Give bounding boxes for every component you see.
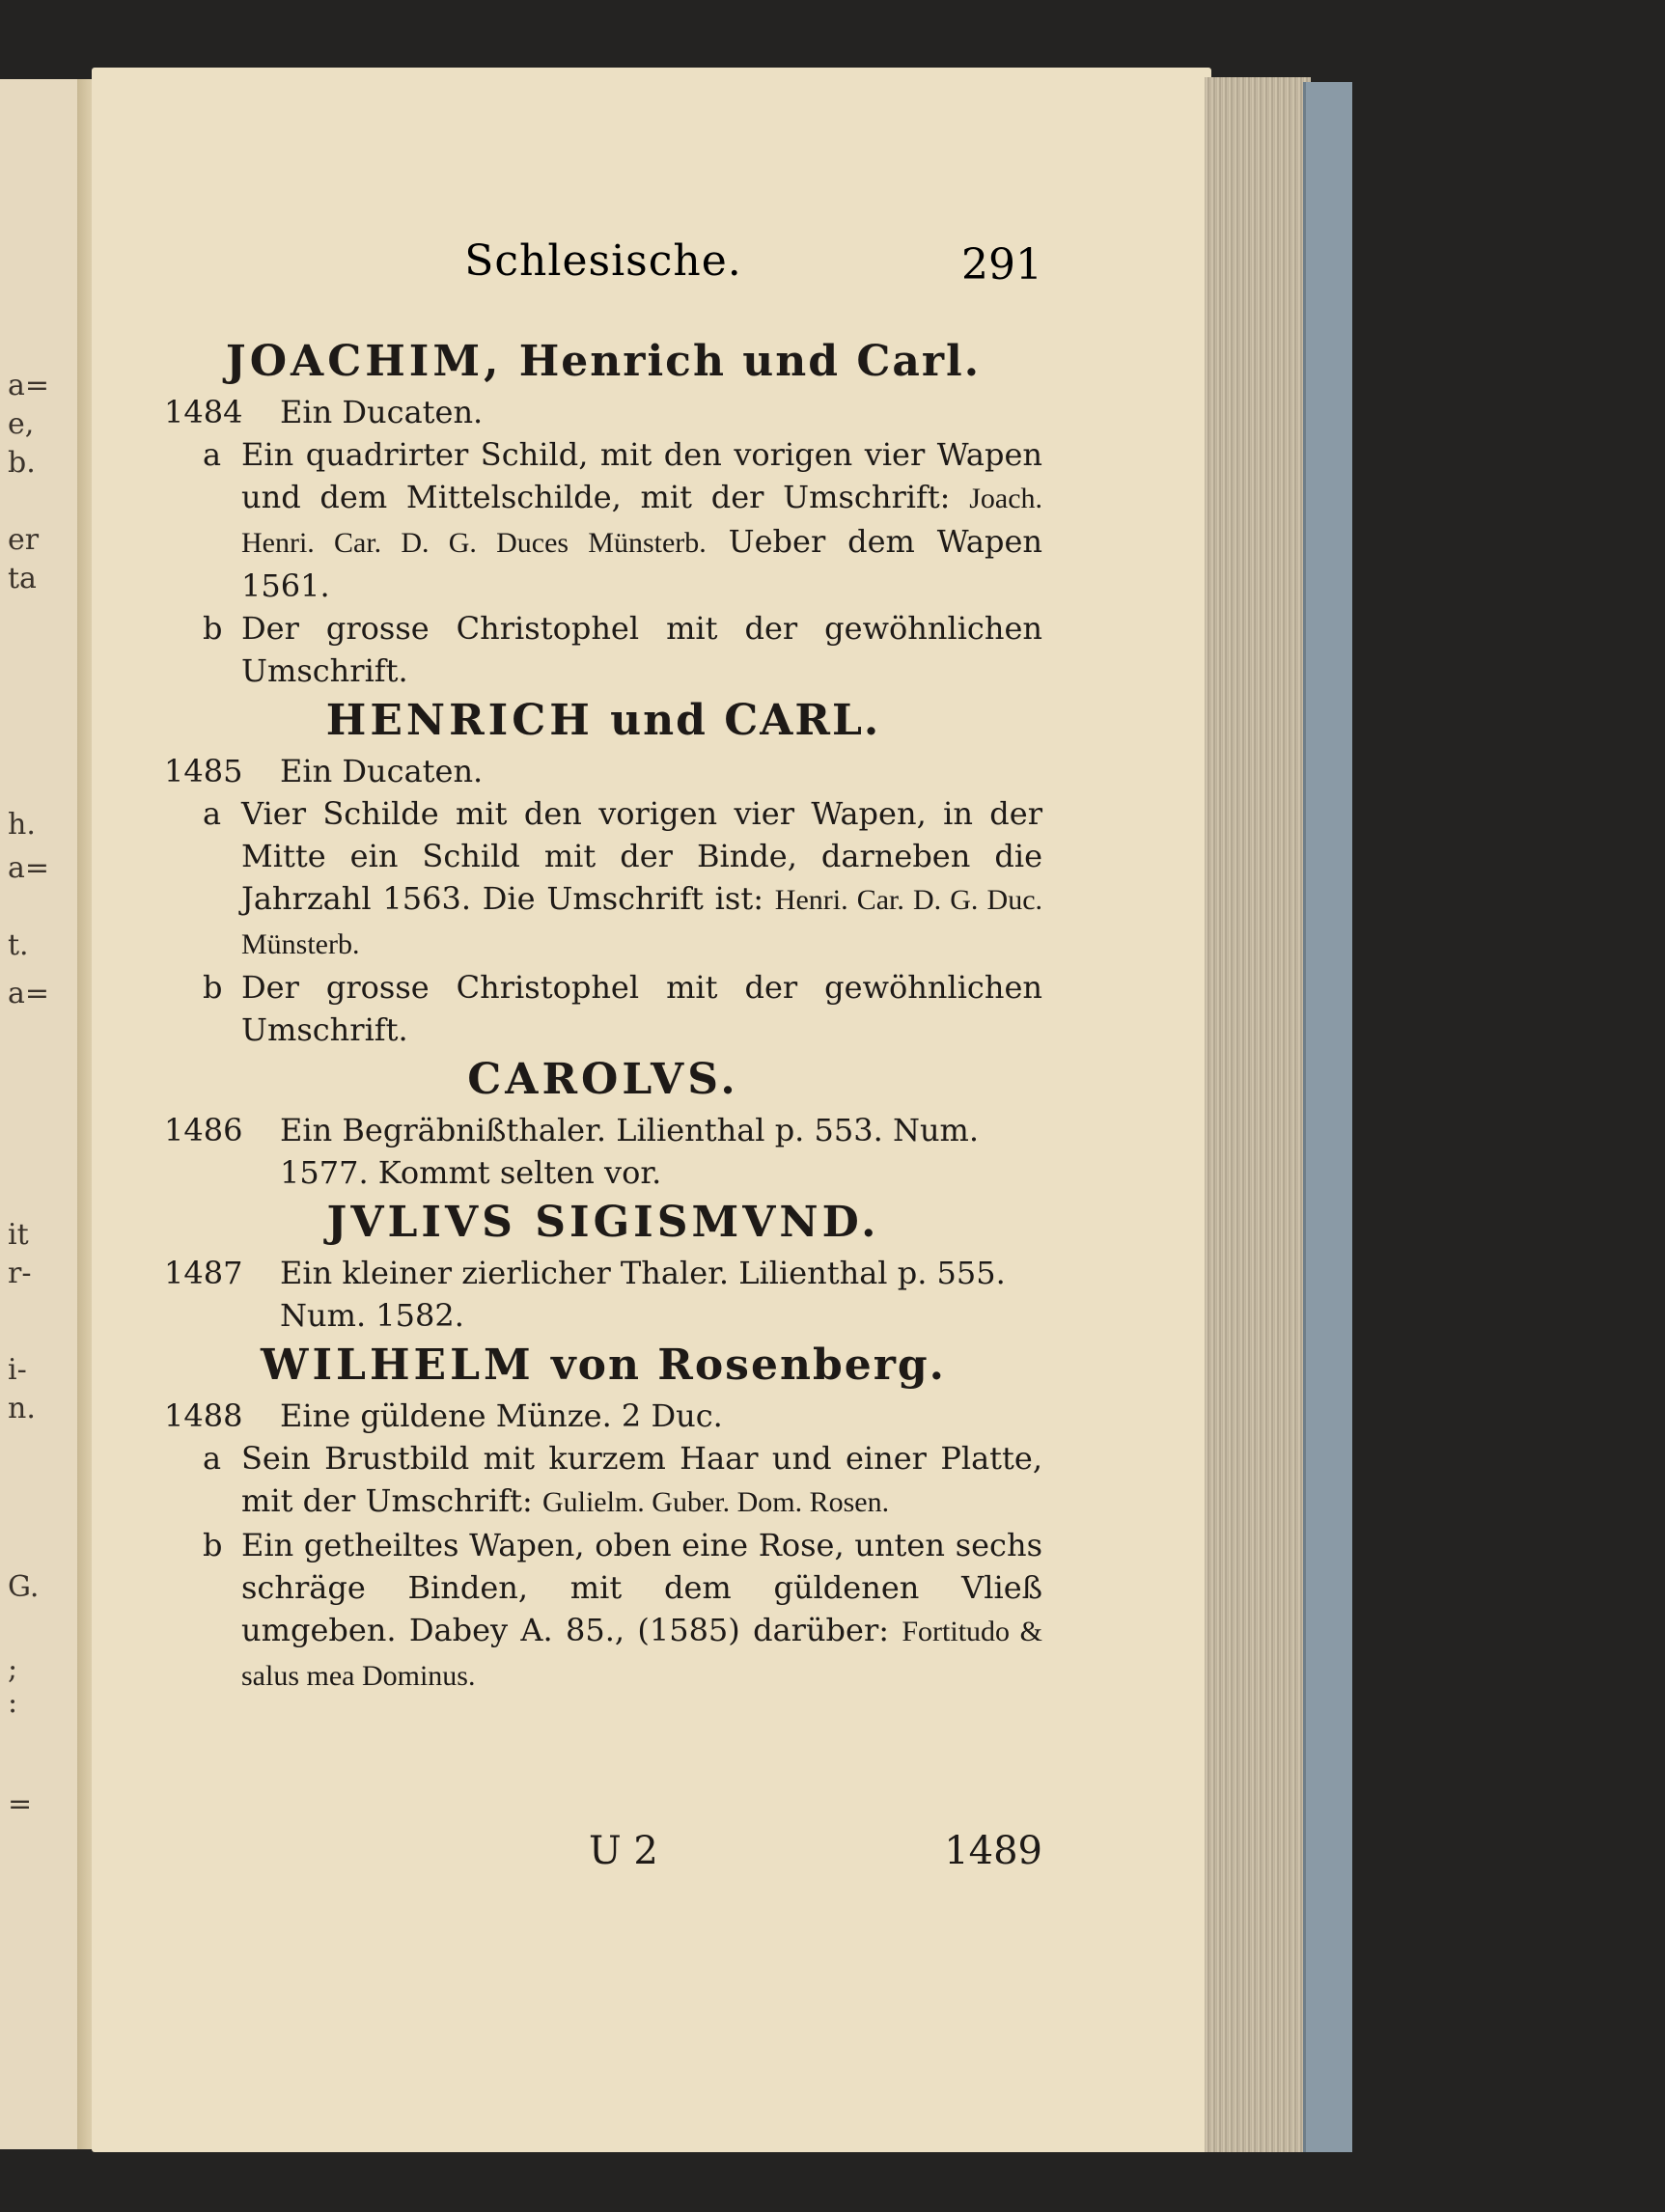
heading-rest: von Rosenberg. (551, 1341, 946, 1390)
heading-name: JVLIVS SIGISMVND. (326, 1198, 880, 1247)
item-inscription: Gulielm. Guber. Dom. Rosen. (541, 1486, 890, 1518)
section-heading (164, 692, 1042, 750)
section-heading (164, 1194, 1042, 1252)
catalog-entry (164, 391, 1042, 433)
section-heading (164, 1051, 1042, 1109)
entry-title: Ein Ducaten. (280, 753, 484, 789)
entry-number: 1486 (164, 1112, 243, 1148)
left-page-fragment: e, (8, 407, 35, 441)
left-page-fragment: h. (8, 808, 36, 842)
left-page-fragment: n. (8, 1392, 36, 1425)
entry-title: Ein kleiner zierlicher Thaler. Lilienthal p. 555. Num. 1582. (280, 1255, 1006, 1334)
item-text: Der grosse Christophel mit der gewöhnlichen Umschrift. (241, 969, 1042, 1048)
item-after: Ueber dem Wapen 1561. (241, 523, 1042, 604)
entry-item (203, 607, 1042, 692)
heading-name: JOACHIM, (225, 337, 503, 386)
left-page-fragment: it (8, 1218, 29, 1252)
catalog-entry (164, 1395, 1042, 1437)
item-text: Ein quadrirter Schild, mit den vorigen vier Wapen und dem Mittelschilde, mit der Umschrift: (241, 436, 1042, 515)
heading-name: HENRICH (325, 696, 594, 745)
item-text: Vier Schilde mit den vorigen vier Wapen, in der Mitte ein Schild mit der Binde, darneben die Jahrzahl 1563. Die Umschrift ist: (241, 795, 1042, 917)
left-page-fragment: er (8, 523, 40, 557)
item-letter: a (203, 436, 222, 473)
item-letter: b (203, 1527, 223, 1563)
item-text: Sein Brustbild mit kurzem Haar und einer Platte, mit der Umschrift: (241, 1440, 1042, 1519)
book-cover (1303, 82, 1352, 2152)
heading-rest: Henrich und Carl. (518, 337, 982, 386)
left-page-fragment: r- (8, 1257, 32, 1290)
item-inscription: Fortitudo & salus mea Dominus. (241, 1616, 1043, 1692)
item-inscription: Joach. Henri. Car. D. G. Duces Münsterb. (241, 483, 1043, 559)
entry-number: 1487 (164, 1255, 243, 1291)
page-number: 291 (961, 240, 1042, 290)
section-heading (164, 1337, 1042, 1395)
entry-item (203, 433, 1043, 607)
entry-item (203, 792, 1043, 966)
left-page-fragment: a= (8, 977, 50, 1010)
left-page-fragment: : (8, 1686, 18, 1720)
entry-title: Eine güldene Münze. 2 Duc. (280, 1397, 723, 1434)
catalog-entry (164, 1109, 1042, 1194)
page-edges (1205, 77, 1311, 2152)
heading-name: CAROLVS. (467, 1055, 739, 1104)
running-head (164, 236, 1042, 304)
heading-rest: und CARL. (610, 696, 881, 745)
entry-number: 1488 (164, 1397, 243, 1434)
left-page-fragment: b. (8, 446, 36, 480)
catchword: 1489 (944, 1829, 1042, 1873)
left-page-fragment: ; (8, 1652, 18, 1686)
item-letter: b (203, 969, 223, 1006)
entry-number: 1484 (164, 394, 243, 430)
entry-title: Ein Ducaten. (280, 394, 484, 430)
left-page-fragment: G. (8, 1570, 40, 1604)
item-letter: b (203, 610, 223, 647)
entry-item (203, 1437, 1042, 1524)
item-text: Ein getheiltes Wapen, oben eine Rose, unten sechs schräge Binden, mit dem güldenen Vließ umgeben. Dabey A. 85., (1585) darüber: (241, 1527, 1042, 1648)
left-page-fragment: a= (8, 851, 50, 885)
running-title: Schlesische. (464, 236, 742, 286)
item-text: Der grosse Christophel mit der gewöhnlichen Umschrift. (241, 610, 1042, 689)
heading-name: WILHELM (261, 1341, 535, 1390)
left-page-fragment: = (8, 1787, 33, 1821)
left-page-fragment: ta (8, 562, 37, 595)
entry-item (203, 966, 1042, 1051)
page-footer (164, 1829, 1042, 1887)
catalog-entry (164, 750, 1042, 792)
catalog-entry (164, 1252, 1042, 1337)
left-page-fragment: t. (8, 928, 29, 962)
item-letter: a (203, 1440, 222, 1477)
item-letter: a (203, 795, 222, 832)
signature-mark: U 2 (589, 1829, 658, 1873)
entry-number: 1485 (164, 753, 243, 789)
left-page-fragment: a= (8, 369, 50, 402)
section-heading (164, 333, 1042, 391)
left-page-fragment: i- (8, 1353, 27, 1387)
entry-title: Ein Begräbnißthaler. Lilienthal p. 553. Num. 1577. Kommt selten vor. (280, 1112, 980, 1191)
item-inscription: Henri. Car. D. G. Duc. Münsterb. (241, 884, 1043, 960)
entry-item (203, 1524, 1043, 1698)
text-block (164, 333, 1042, 1698)
